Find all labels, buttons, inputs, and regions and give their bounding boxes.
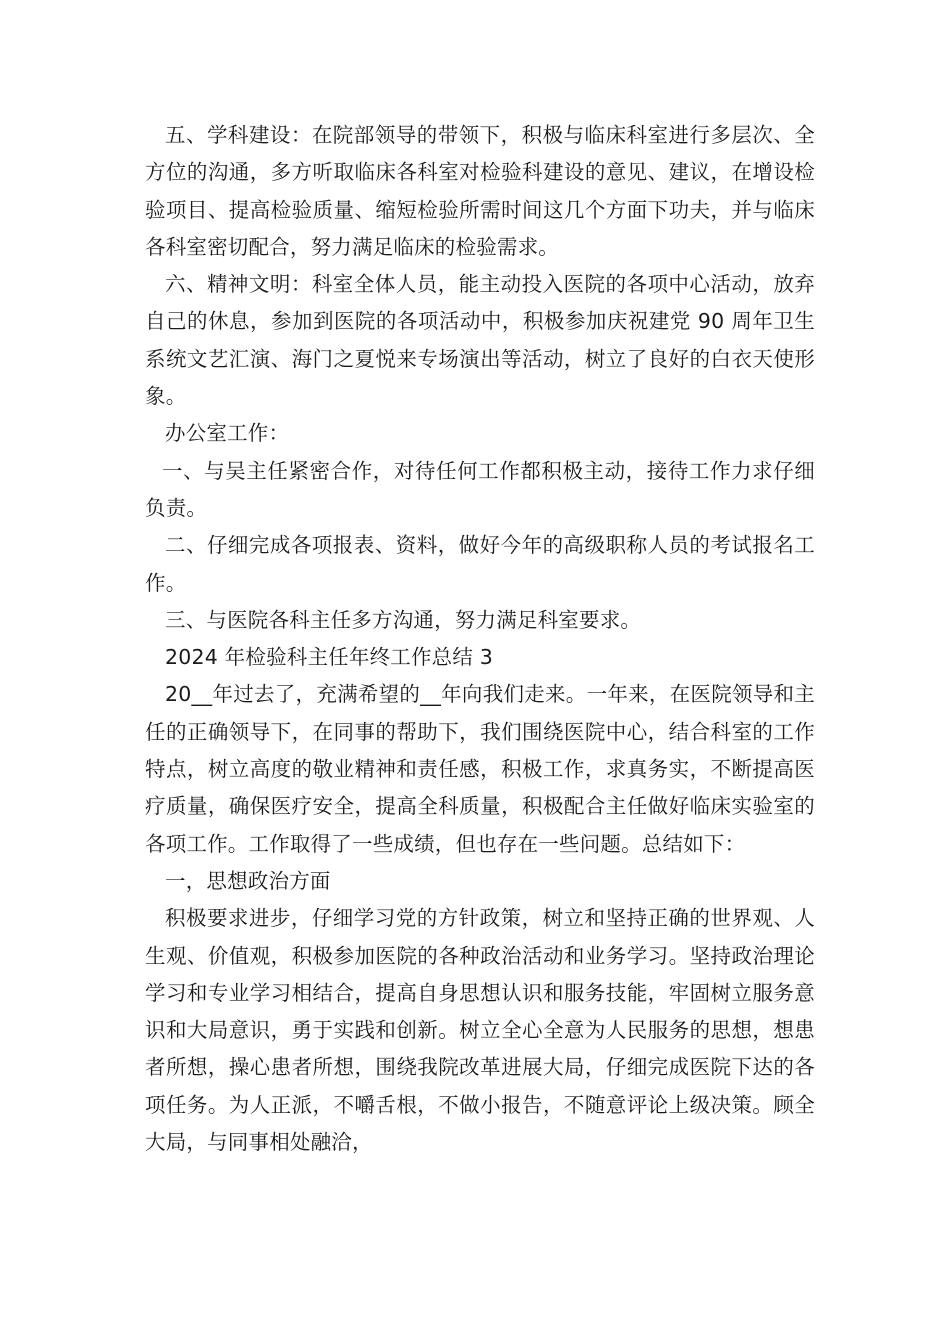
document-section-title: 2024 年检验科主任年终工作总结 3: [165, 645, 494, 670]
paragraph-spiritual-civilization: 六、精神文明：科室全体人员，能主动投入医院的各项中心活动，放弃自己的休息，参加到医院的各项活动中，积极参加庆祝建党 90 周年卫生系统文艺汇演、海门之夏悦来专场演出等活动，树立了良好的白衣天使形象。: [145, 272, 815, 409]
paragraph-office-item-3: 三、与医院各科主任多方沟通，努力满足科室要求。: [165, 607, 642, 632]
document-page: [145, 117, 815, 1161]
paragraph-intro: 20__年过去了，充满希望的__年向我们走来。一年来，在医院领导和主任的正确领导下，在同事的帮助下，我们围绕医院中心，结合科室的工作特点，树立高度的敬业精神和责任感，积极工作，求真务实，不断提高医疗质量，确保医疗安全，提高全科质量，积极配合主任做好临床实验室的各项工作。工作取得了一些成绩，但也存在一些问题。总结如下：: [145, 682, 815, 856]
section-heading-office-work: 办公室工作：: [165, 421, 290, 446]
paragraph-office-item-1: 一、与吴主任紧密合作，对待任何工作都积极主动，接待工作力求仔细负责。: [145, 458, 815, 520]
paragraph-discipline-building: 五、学科建设：在院部领导的带领下，积极与临床科室进行多层次、全方位的沟通，多方听取临床各科室对检验科建设的意见、建议，在增设检验项目、提高检验质量、缩短检验所需时间这几个方面下功夫，并与临床各科室密切配合，努力满足临床的检验需求。: [145, 123, 815, 259]
paragraph-office-item-2: 二、仔细完成各项报表、资料，做好今年的高级职称人员的考试报名工作。: [145, 533, 815, 595]
section-heading-political-thought: 一，思想政治方面: [165, 868, 331, 893]
paragraph-political-thought: 积极要求进步，仔细学习党的方针政策，树立和坚持正确的世界观、人生观、价值观，积极参加医院的各种政治活动和业务学习。坚持政治理论学习和专业学习相结合，提高自身思想认识和服务技能，牢固树立服务意识和大局意识，勇于实践和创新。树立全心全意为人民服务的思想，想患者所想，操心患者所想，围绕我院改革进展大局，仔细完成医院下达的各项任务。为人正派，不嚼舌根，不做小报告，不随意评论上级决策。顾全大局，与同事相处融洽，: [145, 906, 815, 1155]
